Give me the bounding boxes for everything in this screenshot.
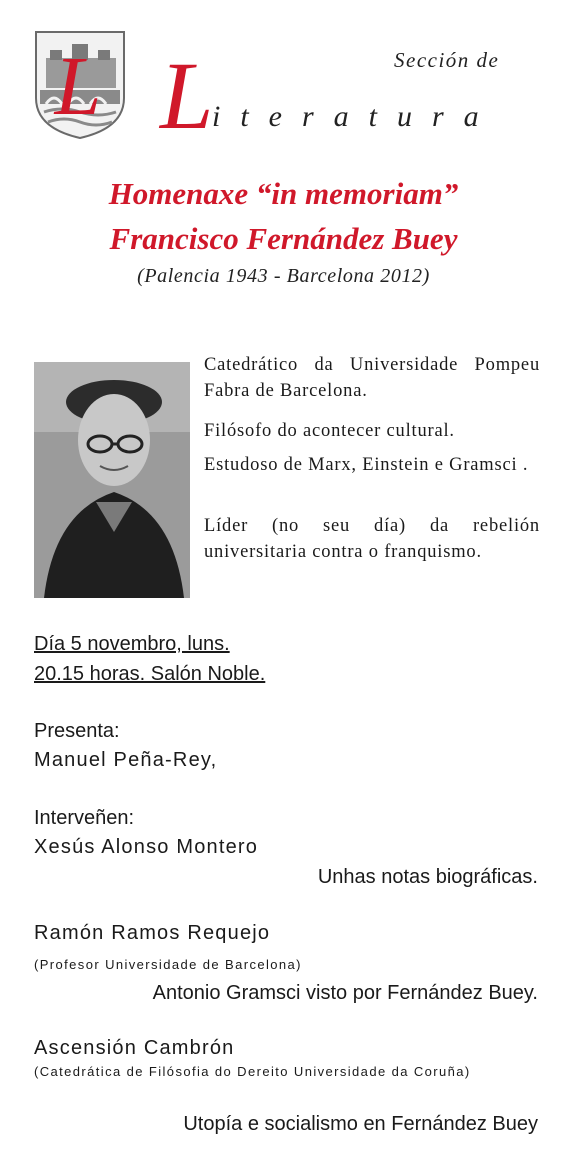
presenta-label: Presenta: [34,720,120,742]
event-date: Día 5 novembro, luns. [34,633,230,655]
speaker-name: Ascensión Cambrón [34,1037,235,1059]
speaker-topic: Utopía e socialismo en Fernández Buey [183,1113,538,1135]
portrait-photo [34,362,190,598]
speaker-name: Ramón Ramos Requejo [34,922,271,944]
section-name: iteratura [212,100,499,133]
section-logo [32,28,128,140]
bio-item: Catedrático da Universidade Pompeu Fabra de Barcelona. [204,355,540,401]
page-subtitle: (Palencia 1943 - Barcelona 2012) [137,265,430,287]
page-title-line1: Homenaxe “in memoriam” [108,176,459,211]
speaker-topic: Antonio Gramsci visto por Fernández Buey. [152,982,538,1004]
bio-item: Estudoso de Marx, Einstein e Gramsci . [204,455,529,475]
section-label: Sección de [394,48,500,72]
page-title-line2: Francisco Fernández Buey [109,221,458,256]
crest-icon [32,28,128,140]
bio-item: Líder (no seu día) da rebelión universitaria contra o franquismo. [204,516,540,562]
speaker-topic: Unhas notas biográficas. [317,866,538,888]
speaker-role: (Catedrática de Filósofia do Dereito Universidade da Coruña) [34,1064,471,1079]
section-initial: L [160,42,214,149]
speaker-name: Xesús Alonso Montero [34,836,259,858]
event-time-place: 20.15 horas. Salón Noble. [34,663,266,685]
speaker-role: (Profesor Universidade de Barcelona) [34,957,302,972]
bio-item: Filósofo do acontecer cultural. [204,421,455,441]
presenter-name: Manuel Peña-Rey, [34,749,218,771]
interveñen-label: Interveñen: [34,807,135,829]
svg-text:L: L [54,40,102,133]
